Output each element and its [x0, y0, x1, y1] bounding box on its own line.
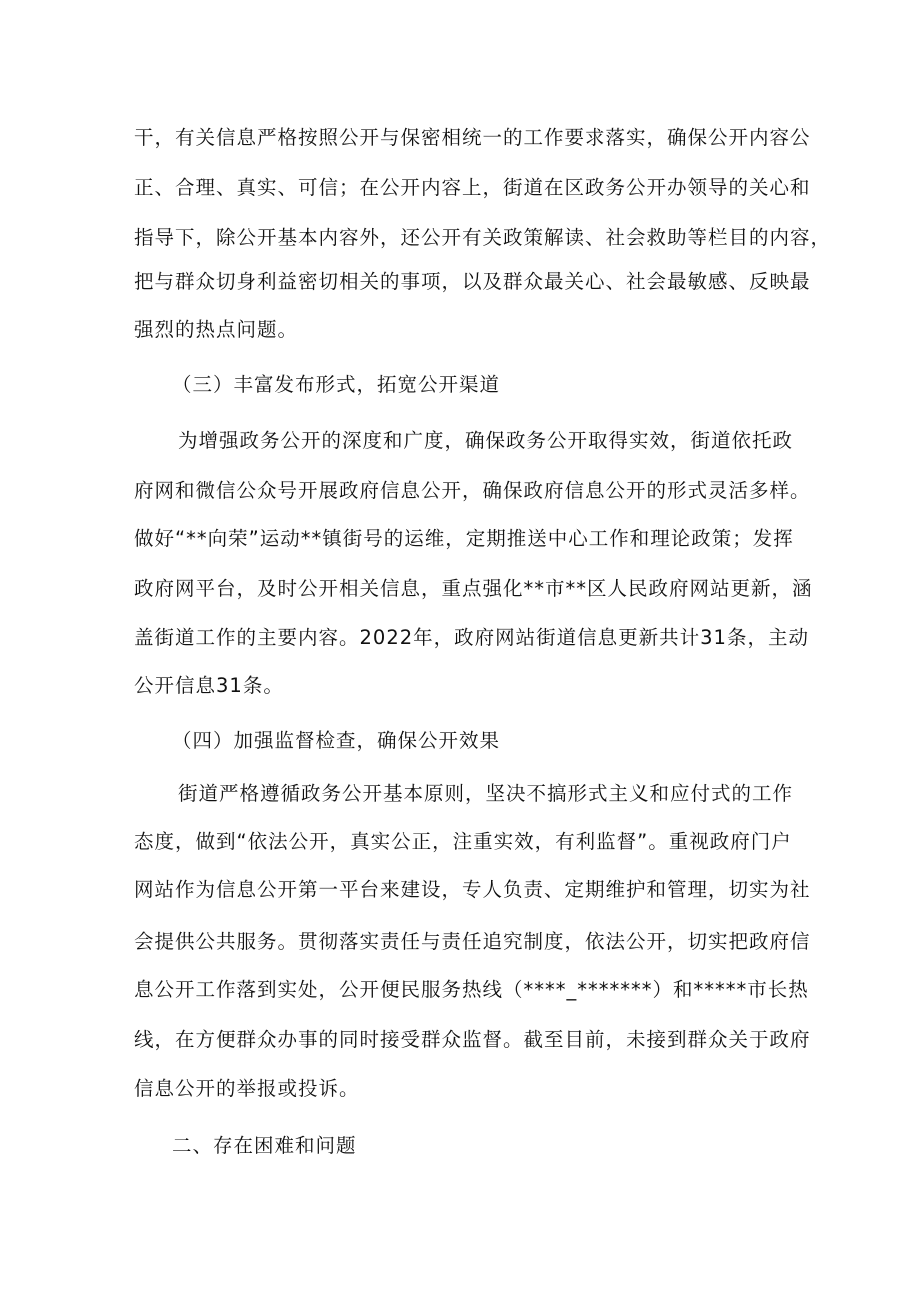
body-text-line: 为增强政务公开的深度和广度，确保政务公开取得实效，街道依托政	[178, 429, 794, 452]
body-text-line: 信息公开的举报或投诉。	[134, 1077, 360, 1100]
body-text-line: 会提供公共服务。贯彻落实责任与责任追究制度，依法公开，切实把政府信	[134, 930, 811, 953]
chapter-heading: 二、存在困难和问题	[172, 1134, 357, 1157]
body-text-line: 息公开工作落到实处，公开便民服务热线（****_*******）和*****市长热	[134, 978, 809, 1001]
body-text-line: 做好“**向荣”运动**镇街号的运维，定期推送中心工作和理论政策；发挥	[134, 527, 794, 550]
body-text-line: 干，有关信息严格按照公开与保密相统一的工作要求落实，确保公开内容公	[134, 126, 811, 149]
body-text-line: 指导下，除公开基本内容外，还公开有关政策解读、社会救助等栏目的内容，	[134, 226, 832, 249]
section-heading: （三）丰富发布形式，拓宽公开渠道	[172, 373, 501, 396]
body-text-line: 政府网平台，及时公开相关信息，重点强化**市**区人民政府网站更新，涵	[134, 577, 813, 600]
body-text-line: 强烈的热点问题。	[134, 318, 299, 341]
body-text-line: 把与群众切身利益密切相关的事项，以及群众最关心、社会最敏感、反映最	[134, 270, 811, 293]
body-text-line: 公开信息31条。	[134, 674, 284, 697]
section-heading: （四）加强监督检查，确保公开效果	[172, 729, 501, 752]
body-text-line: 街道严格遵循政务公开基本原则，坚决不搞形式主义和应付式的工作	[178, 782, 794, 805]
body-text-line: 盖街道工作的主要内容。2022年，政府网站街道信息更新共计31条，主动	[134, 626, 809, 649]
body-text-line: 线，在方便群众办事的同时接受群众监督。截至目前，未接到群众关于政府	[134, 1028, 811, 1051]
body-text-line: 网站作为信息公开第一平台来建设，专人负责、定期维护和管理，切实为社	[134, 878, 811, 901]
body-text-line: 府网和微信公众号开展政府信息公开，确保政府信息公开的形式灵活多样。	[134, 479, 811, 502]
body-text-line: 正、合理、真实、可信；在公开内容上，街道在区政务公开办领导的关心和	[134, 176, 811, 199]
body-text-line: 态度，做到“依法公开，真实公正，注重实效，有利监督”。重视政府门户	[134, 830, 792, 853]
